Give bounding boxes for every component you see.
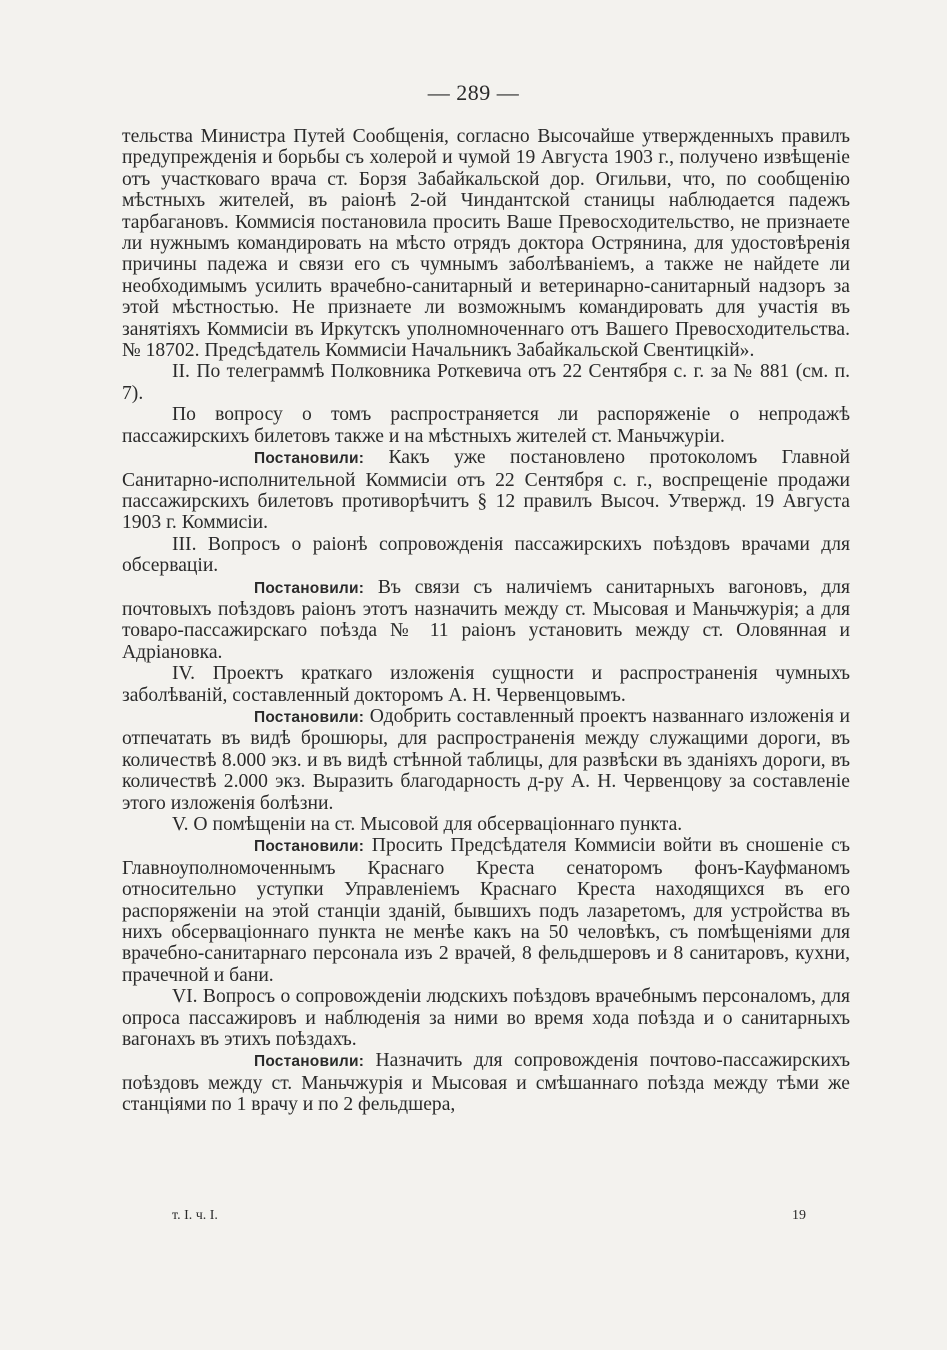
item-heading-iii: III. Вопросъ о раіонѣ сопровожденія пассажирскихъ поѣздовъ врачами для обсерваціи. — [122, 533, 850, 577]
item-heading-ii: II. По телеграммѣ Полковника Роткевича отъ 22 Сентября с. г. за № 881 (см. п. 7). — [122, 361, 850, 404]
page-number: — 289 — — [427, 80, 520, 105]
resolution-iv — [122, 706, 850, 814]
document-body — [122, 126, 850, 1116]
footer-volume-signature: т. I. ч. I. — [172, 1208, 218, 1223]
resolution-label: Постановили: — [254, 579, 365, 597]
item-heading-vi: VI. Вопросъ о сопровожденіи людскихъ поѣздовъ врачебнымъ персоналомъ, для опроса пассажировъ и наблюденія за ними во время хода поѣзда и о санитарныхъ вагонахъ въ этихъ поѣздахъ. — [122, 986, 850, 1051]
resolution-text: Въ связи съ наличіемъ санитарныхъ вагоновъ, для почтовыхъ поѣздовъ раіонъ этотъ назначить между ст. Мысовая и Маньчжурія; а для товаро-пассажирскаго поѣзда № 11 раіонъ установить между ст. Оловянная и Адріановка. — [122, 576, 850, 663]
resolution-label: Постановили: — [254, 450, 365, 468]
resolution-label: Постановили: — [254, 838, 365, 856]
resolution-text: Одобрить составленный проектъ названнаго изложенія и отпечатать въ видѣ брошюры, для распространенія между служащими дороги, въ количествѣ 8.000 экз. и въ видѣ стѣнной таблицы, для развѣски въ зданіяхъ дороги, въ количествѣ 2.000 экз. Выразить благодарность д-ру А. Н. Червенцову за составленіе этого изложенія болѣзни. — [122, 705, 850, 814]
resolution-text: Назначить для сопровожденія почтово-пассажирскихъ поѣздовъ между ст. Маньчжурія и Мысовая и смѣшаннаго поѣзда между тѣми же станціями по 1 врачу и по 2 фельдшера, — [122, 1050, 850, 1116]
resolution-text: Какъ уже постановлено протоколомъ Главной Санитарно-исполнительной Коммисіи отъ 22 Сентября с. г., воспрещеніе продажи пассажирскихъ билетовъ противорѣчитъ § 12 правилъ Высоч. Утвержд. 19 Августа 1903 г. Коммисіи. — [122, 447, 850, 534]
item-heading-v: V. О помѣщеніи на ст. Мысовой для обсерваціоннаго пункта. — [172, 814, 683, 835]
item-heading-iv: IV. Проектъ краткаго изложенія сущности и распространенія чумныхъ заболѣваній, составленный докторомъ А. Н. Червенцовымъ. — [122, 663, 850, 706]
resolution-ii — [122, 447, 850, 534]
resolution-v — [122, 835, 850, 986]
resolution-text: Просить Предсѣдателя Коммисіи войти въ сношеніе съ Главноуполномоченнымъ Краснаго Креста сенаторомъ фонъ-Кауфманомъ относительно уступки Управленіемъ Краснаго Креста находящихся въ его распоряженіи на этой станціи зданій, бывшихъ подъ лазаретомъ, для устройства въ нихъ обсерваціоннаго пункта не менѣе какъ на 50 человѣкъ, съ помѣщеніями для врачебно-санитарнаго персонала изъ 2 врачей, 8 фельдшеровъ и 8 санитаровъ, кухни, прачечной и бани. — [122, 835, 850, 986]
question-paragraph: По вопросу о томъ распространяется ли распоряженіе о непродажѣ пассажирскихъ билетовъ также и на мѣстныхъ жителей ст. Маньчжуріи. — [122, 404, 850, 447]
paragraph-continuation: тельства Министра Путей Сообщенія, согласно Высочайше утвержденныхъ правилъ предупрежденія и борьбы съ холерой и чумой 19 Августа 1903 г., получено извѣщеніе отъ участковаго врача ст. Борзя Забайкальской дор. Огильви, что, по сообщенію мѣстныхъ жителей, въ раіонѣ 2-ой Чиндантской станицы наблюдается падежъ тарбагановъ. Коммисія постановила просить Ваше Превосходительство, не признаете ли нужнымъ командировать на мѣсто отрядъ доктора Острянина, для удостовѣренія причины падежа и связи его съ чумнымъ заболѣваніемъ, а также не найдете ли необходимымъ усилить врачебно-санитарный и ветеринарно-санитарный надзоръ за этой мѣстностью. Не признаете ли возможнымъ командировать для участія въ занятіяхъ Коммисіи въ Иркутскъ уполномноченнаго отъ Вашего Превосходительства. № 18702. Предсѣдатель Коммисіи Начальникъ Забайкальской Свентицкій». — [122, 126, 850, 362]
footer-sheet-number: 19 — [792, 1208, 806, 1223]
resolution-vi — [122, 1050, 850, 1115]
resolution-label: Постановили: — [254, 1053, 365, 1071]
resolution-iii — [122, 577, 850, 664]
resolution-label: Постановили: — [254, 708, 365, 726]
